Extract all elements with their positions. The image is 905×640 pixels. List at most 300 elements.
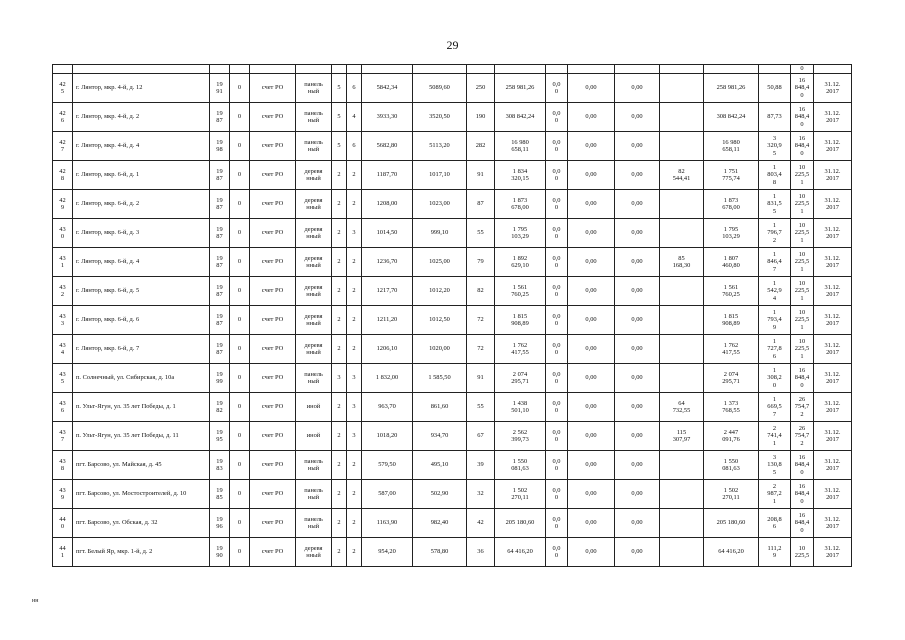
cell-line: 111,2	[767, 544, 782, 552]
table-cell	[332, 65, 347, 74]
cell-line: 43	[59, 225, 66, 233]
amount-cell: 0,00	[615, 422, 660, 451]
cell-line: 9	[772, 552, 777, 559]
count-cell: 0	[230, 277, 250, 306]
cell-line: панель	[304, 515, 323, 523]
cell-line: 0	[554, 320, 559, 327]
cell-line: 31.12.	[824, 138, 841, 146]
cell-line: 0	[554, 407, 559, 414]
cell-line: 0,0	[552, 341, 561, 349]
cell-line: 103,29	[511, 233, 529, 240]
cell-line: 225,5	[794, 229, 810, 237]
wall-material-cell	[296, 161, 332, 190]
fund-cell: счет РО	[250, 219, 296, 248]
wall-material-cell	[296, 393, 332, 422]
total-area-cell: 5682,80	[362, 132, 413, 161]
living-area-cell: 1012,20	[413, 277, 467, 306]
cell-line: 1 550	[723, 457, 739, 465]
cell-line: 0,0	[552, 399, 561, 407]
cell-line: 0	[800, 468, 804, 476]
cell-line: 31.12.	[824, 341, 841, 349]
table-row-top	[53, 65, 852, 74]
unit-cost-cell	[759, 393, 791, 422]
cell-line: деревя	[304, 254, 323, 262]
living-area-cell: 1017,10	[413, 161, 467, 190]
cell-line: 848,4	[794, 374, 810, 382]
completion-date-cell	[814, 161, 852, 190]
cell-line: 501,10	[511, 407, 529, 414]
cell-line: 2017	[826, 117, 839, 124]
max-cost-cell	[791, 364, 814, 393]
cell-line: 1	[772, 164, 777, 172]
cell-line: 31.12.	[824, 225, 841, 233]
living-area-cell: 982,40	[413, 509, 467, 538]
living-area-cell: 1023,00	[413, 190, 467, 219]
living-area-cell: 861,60	[413, 393, 467, 422]
cell-line: 6	[60, 117, 65, 124]
fund-amount-cell	[704, 248, 759, 277]
cell-line: 1	[772, 367, 777, 375]
year-cell	[210, 74, 230, 103]
count-cell: 0	[230, 538, 250, 567]
cell-line: 42	[59, 138, 66, 146]
address-cell: г. Лянтор, мкр. 4-й, д. 12	[73, 74, 210, 103]
floors-cell: 5	[332, 103, 347, 132]
cell-line: 678,00	[722, 204, 740, 211]
unit-cost-cell	[759, 364, 791, 393]
share-cell	[546, 103, 568, 132]
max-cost-cell	[791, 103, 814, 132]
cell-line: 1 873	[723, 196, 739, 204]
cell-line: 2	[772, 236, 777, 244]
cell-line: 0,0	[552, 312, 561, 320]
cell-line: 87	[216, 204, 223, 211]
completion-date-cell	[814, 538, 852, 567]
max-cost-cell	[791, 393, 814, 422]
cell-line: 4	[60, 349, 65, 356]
cell-line: 846,4	[767, 258, 782, 266]
total-area-cell: 1187,70	[362, 161, 413, 190]
cell-line: 0	[554, 233, 559, 240]
total-cost-cell	[495, 509, 546, 538]
cell-line: 225,5	[794, 171, 810, 179]
cell-line: 754,7	[794, 432, 810, 440]
cell-line: 2017	[826, 494, 839, 501]
cell-line: 320,9	[767, 142, 782, 150]
address-cell: г. Лянтор, мкр. 4-й, д. 2	[73, 103, 210, 132]
cell-line: 1	[800, 207, 804, 215]
residents-cell: 91	[467, 161, 495, 190]
amount-cell: 0,00	[615, 103, 660, 132]
owners-funds-cell	[660, 364, 704, 393]
share-cell	[546, 335, 568, 364]
cell-line: 760,25	[511, 291, 529, 298]
cell-line: 96	[216, 523, 223, 530]
cell-line: 10	[798, 338, 806, 346]
cell-line: 64	[678, 399, 685, 407]
cell-line: 1	[800, 352, 804, 360]
completion-date-cell	[814, 103, 852, 132]
cell-line: 16 980	[511, 138, 529, 146]
table-cell	[615, 65, 660, 74]
cell-line: 320,15	[511, 175, 529, 182]
cell-line: 225,5	[794, 345, 810, 353]
cell-line: 3	[772, 135, 777, 143]
completion-date-cell	[814, 190, 852, 219]
completion-date-cell	[814, 335, 852, 364]
cell-line: 4	[772, 294, 777, 302]
cell-line: нный	[306, 262, 321, 269]
table-cell	[230, 65, 250, 74]
row-number-cell	[53, 364, 73, 393]
year-cell	[210, 132, 230, 161]
year-cell	[210, 161, 230, 190]
cell-line: 87	[216, 262, 223, 269]
residents-cell: 72	[467, 306, 495, 335]
unit-cost-cell	[759, 132, 791, 161]
row-number-cell	[53, 538, 73, 567]
cell-line: ный	[307, 146, 320, 153]
cell-line: 2017	[826, 465, 839, 472]
cell-line: 270,11	[722, 494, 740, 501]
share-cell	[546, 364, 568, 393]
cell-line: 99	[216, 378, 223, 385]
cell-line: 848,4	[794, 84, 810, 92]
cell-line: 848,4	[794, 490, 810, 498]
cell-line: 43	[59, 254, 66, 262]
max-cost-cell	[791, 538, 814, 567]
cell-line: 308 842,24	[505, 113, 535, 121]
cell-line: 1	[60, 552, 65, 559]
share-cell	[546, 190, 568, 219]
cell-line: 0	[554, 291, 559, 298]
entrances-cell: 2	[347, 480, 362, 509]
cell-line: 5	[60, 88, 65, 95]
owners-funds-cell	[660, 393, 704, 422]
total-area-cell: 1211,20	[362, 306, 413, 335]
amount-cell: 0,00	[615, 335, 660, 364]
cell-line: 42	[59, 167, 66, 175]
cell-line: 44	[59, 544, 66, 552]
cell-line: 82	[678, 167, 685, 175]
living-area-cell: 934,70	[413, 422, 467, 451]
fund-cell: счет РО	[250, 190, 296, 219]
count-cell: 0	[230, 451, 250, 480]
unit-cost-cell	[759, 74, 791, 103]
residents-cell: 282	[467, 132, 495, 161]
footer-mark: нн	[32, 598, 39, 604]
cell-line: 115	[676, 428, 687, 436]
table-cell	[546, 65, 568, 74]
unit-cost-cell	[759, 509, 791, 538]
total-area-cell: 587,00	[362, 480, 413, 509]
cell-line: 6	[772, 352, 777, 360]
amount-cell: 0,00	[568, 451, 615, 480]
completion-date-cell	[814, 451, 852, 480]
address-cell: п. Солнечный, ул. Сибирская, д. 10а	[73, 364, 210, 393]
cell-line: 908,89	[722, 320, 740, 327]
fund-cell: счет РО	[250, 132, 296, 161]
address-cell: г. Лянтор, мкр. 6-й, д. 5	[73, 277, 210, 306]
cell-line: 0	[554, 552, 559, 559]
floors-cell: 3	[332, 364, 347, 393]
count-cell: 0	[230, 103, 250, 132]
entrances-cell: 2	[347, 451, 362, 480]
cell-line: 1	[800, 178, 804, 186]
cell-line: 43	[59, 283, 66, 291]
total-area-cell: 1236,70	[362, 248, 413, 277]
fund-cell: счет РО	[250, 480, 296, 509]
cell-line: 19	[216, 341, 223, 349]
total-cost-cell	[495, 190, 546, 219]
amount-cell: 0,00	[615, 190, 660, 219]
cell-line: панель	[304, 457, 323, 465]
cell-line: 87	[216, 349, 223, 356]
cell-line: 1 762	[512, 341, 528, 349]
fund-amount-cell	[704, 451, 759, 480]
total-cost-cell	[495, 161, 546, 190]
completion-date-cell	[814, 219, 852, 248]
unit-cost-cell	[759, 248, 791, 277]
cell-line: 760,25	[722, 291, 740, 298]
cell-line: ный	[307, 88, 320, 95]
floors-cell: 2	[332, 190, 347, 219]
amount-cell: 0,00	[568, 248, 615, 277]
cell-line: 43	[59, 341, 66, 349]
cell-line: 19	[216, 167, 223, 175]
unit-cost-cell	[759, 103, 791, 132]
residents-cell: 91	[467, 364, 495, 393]
cell-line: 741,4	[767, 432, 782, 440]
cell-line: 2	[800, 439, 804, 447]
fund-cell: счет РО	[250, 538, 296, 567]
owners-funds-cell	[660, 335, 704, 364]
total-area-cell: 5842,34	[362, 74, 413, 103]
row-number-cell	[53, 422, 73, 451]
living-area-cell: 495,10	[413, 451, 467, 480]
cell-line: 1 873	[512, 196, 528, 204]
cell-line: 460,80	[722, 262, 740, 269]
cell-line: 2017	[826, 320, 839, 327]
amount-cell: 0,00	[568, 74, 615, 103]
cell-line: 2017	[826, 233, 839, 240]
total-cost-cell	[495, 74, 546, 103]
cell-line: 225,5	[794, 552, 810, 559]
cell-line: 87	[216, 117, 223, 124]
cell-line: 1 795	[723, 225, 739, 233]
cell-line: 2017	[826, 523, 839, 530]
table-row	[53, 161, 852, 190]
row-number-cell	[53, 161, 73, 190]
count-cell: 0	[230, 306, 250, 335]
residents-cell: 67	[467, 422, 495, 451]
table-cell	[347, 65, 362, 74]
amount-cell: 0,00	[615, 248, 660, 277]
cell-line: 225,5	[794, 200, 810, 208]
year-cell	[210, 364, 230, 393]
completion-date-cell	[814, 509, 852, 538]
total-cost-cell	[495, 393, 546, 422]
living-area-cell: 1012,50	[413, 306, 467, 335]
cell-line: 7	[772, 265, 777, 273]
wall-material-cell	[296, 480, 332, 509]
cell-line: 31.12.	[824, 399, 841, 407]
cell-line: 0,0	[552, 544, 561, 552]
year-cell	[210, 277, 230, 306]
row-number-cell	[53, 509, 73, 538]
living-area-cell: 502,90	[413, 480, 467, 509]
living-area-cell: 5089,60	[413, 74, 467, 103]
cell-line: 87,73	[767, 113, 782, 121]
cell-line: 1 807	[723, 254, 739, 262]
year-cell	[210, 190, 230, 219]
cell-line: 10	[798, 280, 806, 288]
entrances-cell: 6	[347, 74, 362, 103]
cell-line: 0	[800, 497, 804, 505]
table-row	[53, 480, 852, 509]
row-number-cell	[53, 219, 73, 248]
cell-line: 1	[772, 338, 777, 346]
cell-line: 0	[800, 120, 804, 128]
cell-line: 0	[60, 233, 65, 240]
total-cost-cell	[495, 480, 546, 509]
table-cell	[814, 65, 852, 74]
cell-line: 10	[798, 544, 806, 552]
cell-line: 19	[216, 457, 223, 465]
cell-line: 629,10	[511, 262, 529, 269]
cell-line: 2017	[826, 262, 839, 269]
cell-line: деревя	[304, 167, 323, 175]
year-cell	[210, 422, 230, 451]
share-cell	[546, 480, 568, 509]
cell-line: 1 892	[512, 254, 528, 262]
cell-line: иной	[306, 432, 321, 440]
table-cell	[413, 65, 467, 74]
cell-line: 168,30	[672, 262, 691, 269]
cell-line: 081,63	[511, 465, 529, 472]
owners-funds-cell	[660, 219, 704, 248]
cell-line: 0	[800, 149, 804, 157]
cell-line: 50,88	[767, 84, 782, 92]
fund-amount-cell	[704, 161, 759, 190]
cell-line: 258 981,26	[505, 84, 535, 92]
cell-line: 5	[772, 468, 777, 476]
fund-amount-cell	[704, 277, 759, 306]
cell-line: 87	[216, 175, 223, 182]
total-area-cell: 1206,10	[362, 335, 413, 364]
owners-funds-cell	[660, 509, 704, 538]
cell-line: 43	[59, 428, 66, 436]
cell-line: 0	[554, 436, 559, 443]
cell-line: 83	[216, 465, 223, 472]
cell-line: 19	[216, 312, 223, 320]
wall-material-cell	[296, 335, 332, 364]
fund-amount-cell	[704, 422, 759, 451]
fund-amount-cell	[704, 480, 759, 509]
cell-line: панель	[304, 80, 323, 88]
cell-line: 19	[216, 399, 223, 407]
floors-cell: 2	[332, 480, 347, 509]
entrances-cell: 2	[347, 190, 362, 219]
cell-line: 19	[216, 428, 223, 436]
cell-line: 10	[798, 222, 806, 230]
cell-line: 31.12.	[824, 457, 841, 465]
share-cell	[546, 451, 568, 480]
wall-material-cell	[296, 306, 332, 335]
max-cost-cell	[791, 422, 814, 451]
cell-line: 90	[216, 552, 223, 559]
entrances-cell: 2	[347, 538, 362, 567]
total-cost-cell	[495, 132, 546, 161]
entrances-cell: 2	[347, 248, 362, 277]
completion-date-cell	[814, 132, 852, 161]
cell-line: 205 180,60	[505, 519, 535, 527]
total-area-cell: 1163,90	[362, 509, 413, 538]
wall-material-cell	[296, 74, 332, 103]
address-cell: пгт. Барсово, ул. Мостостроителей, д. 10	[73, 480, 210, 509]
entrances-cell: 3	[347, 364, 362, 393]
table-row	[53, 451, 852, 480]
cell-line: 16	[798, 512, 806, 520]
living-area-cell: 1025,00	[413, 248, 467, 277]
cell-line: 544,41	[672, 175, 691, 182]
cell-line: 0	[554, 465, 559, 472]
count-cell: 0	[230, 364, 250, 393]
floors-cell: 2	[332, 219, 347, 248]
share-cell	[546, 509, 568, 538]
row-number-cell	[53, 451, 73, 480]
table-body	[53, 65, 852, 567]
cell-line: 803,4	[767, 171, 782, 179]
cell-line: 0,0	[552, 283, 561, 291]
row-number-cell	[53, 306, 73, 335]
fund-amount-cell	[704, 306, 759, 335]
cell-line: деревя	[304, 283, 323, 291]
address-cell: г. Лянтор, мкр. 6-й, д. 7	[73, 335, 210, 364]
share-cell	[546, 74, 568, 103]
cell-line: 417,55	[511, 349, 529, 356]
share-cell	[546, 277, 568, 306]
cell-line: 0	[772, 381, 777, 389]
amount-cell: 0,00	[615, 538, 660, 567]
page-number: 29	[446, 38, 459, 52]
cell-line: 16	[798, 483, 806, 491]
address-cell: г. Лянтор, мкр. 6-й, д. 3	[73, 219, 210, 248]
fund-amount-cell	[704, 132, 759, 161]
max-cost-cell	[791, 451, 814, 480]
max-cost-cell	[791, 219, 814, 248]
cell-line: 87	[216, 233, 223, 240]
floors-cell: 2	[332, 161, 347, 190]
amount-cell: 0,00	[615, 219, 660, 248]
cell-line: 0,0	[552, 225, 561, 233]
residents-cell: 55	[467, 393, 495, 422]
cell-line: 678,00	[511, 204, 529, 211]
entrances-cell: 3	[347, 422, 362, 451]
count-cell: 0	[230, 480, 250, 509]
amount-cell: 0,00	[615, 480, 660, 509]
address-cell: г. Лянтор, мкр. 6-й, д. 2	[73, 190, 210, 219]
cell-line: 848,4	[794, 519, 810, 527]
cell-line: 31.12.	[824, 167, 841, 175]
cell-line: 831,5	[767, 200, 782, 208]
table-row	[53, 74, 852, 103]
row-number-cell	[53, 335, 73, 364]
cell-line: 2017	[826, 204, 839, 211]
cell-line: 2017	[826, 552, 839, 559]
cell-line: 19	[216, 370, 223, 378]
wall-material-cell	[296, 190, 332, 219]
